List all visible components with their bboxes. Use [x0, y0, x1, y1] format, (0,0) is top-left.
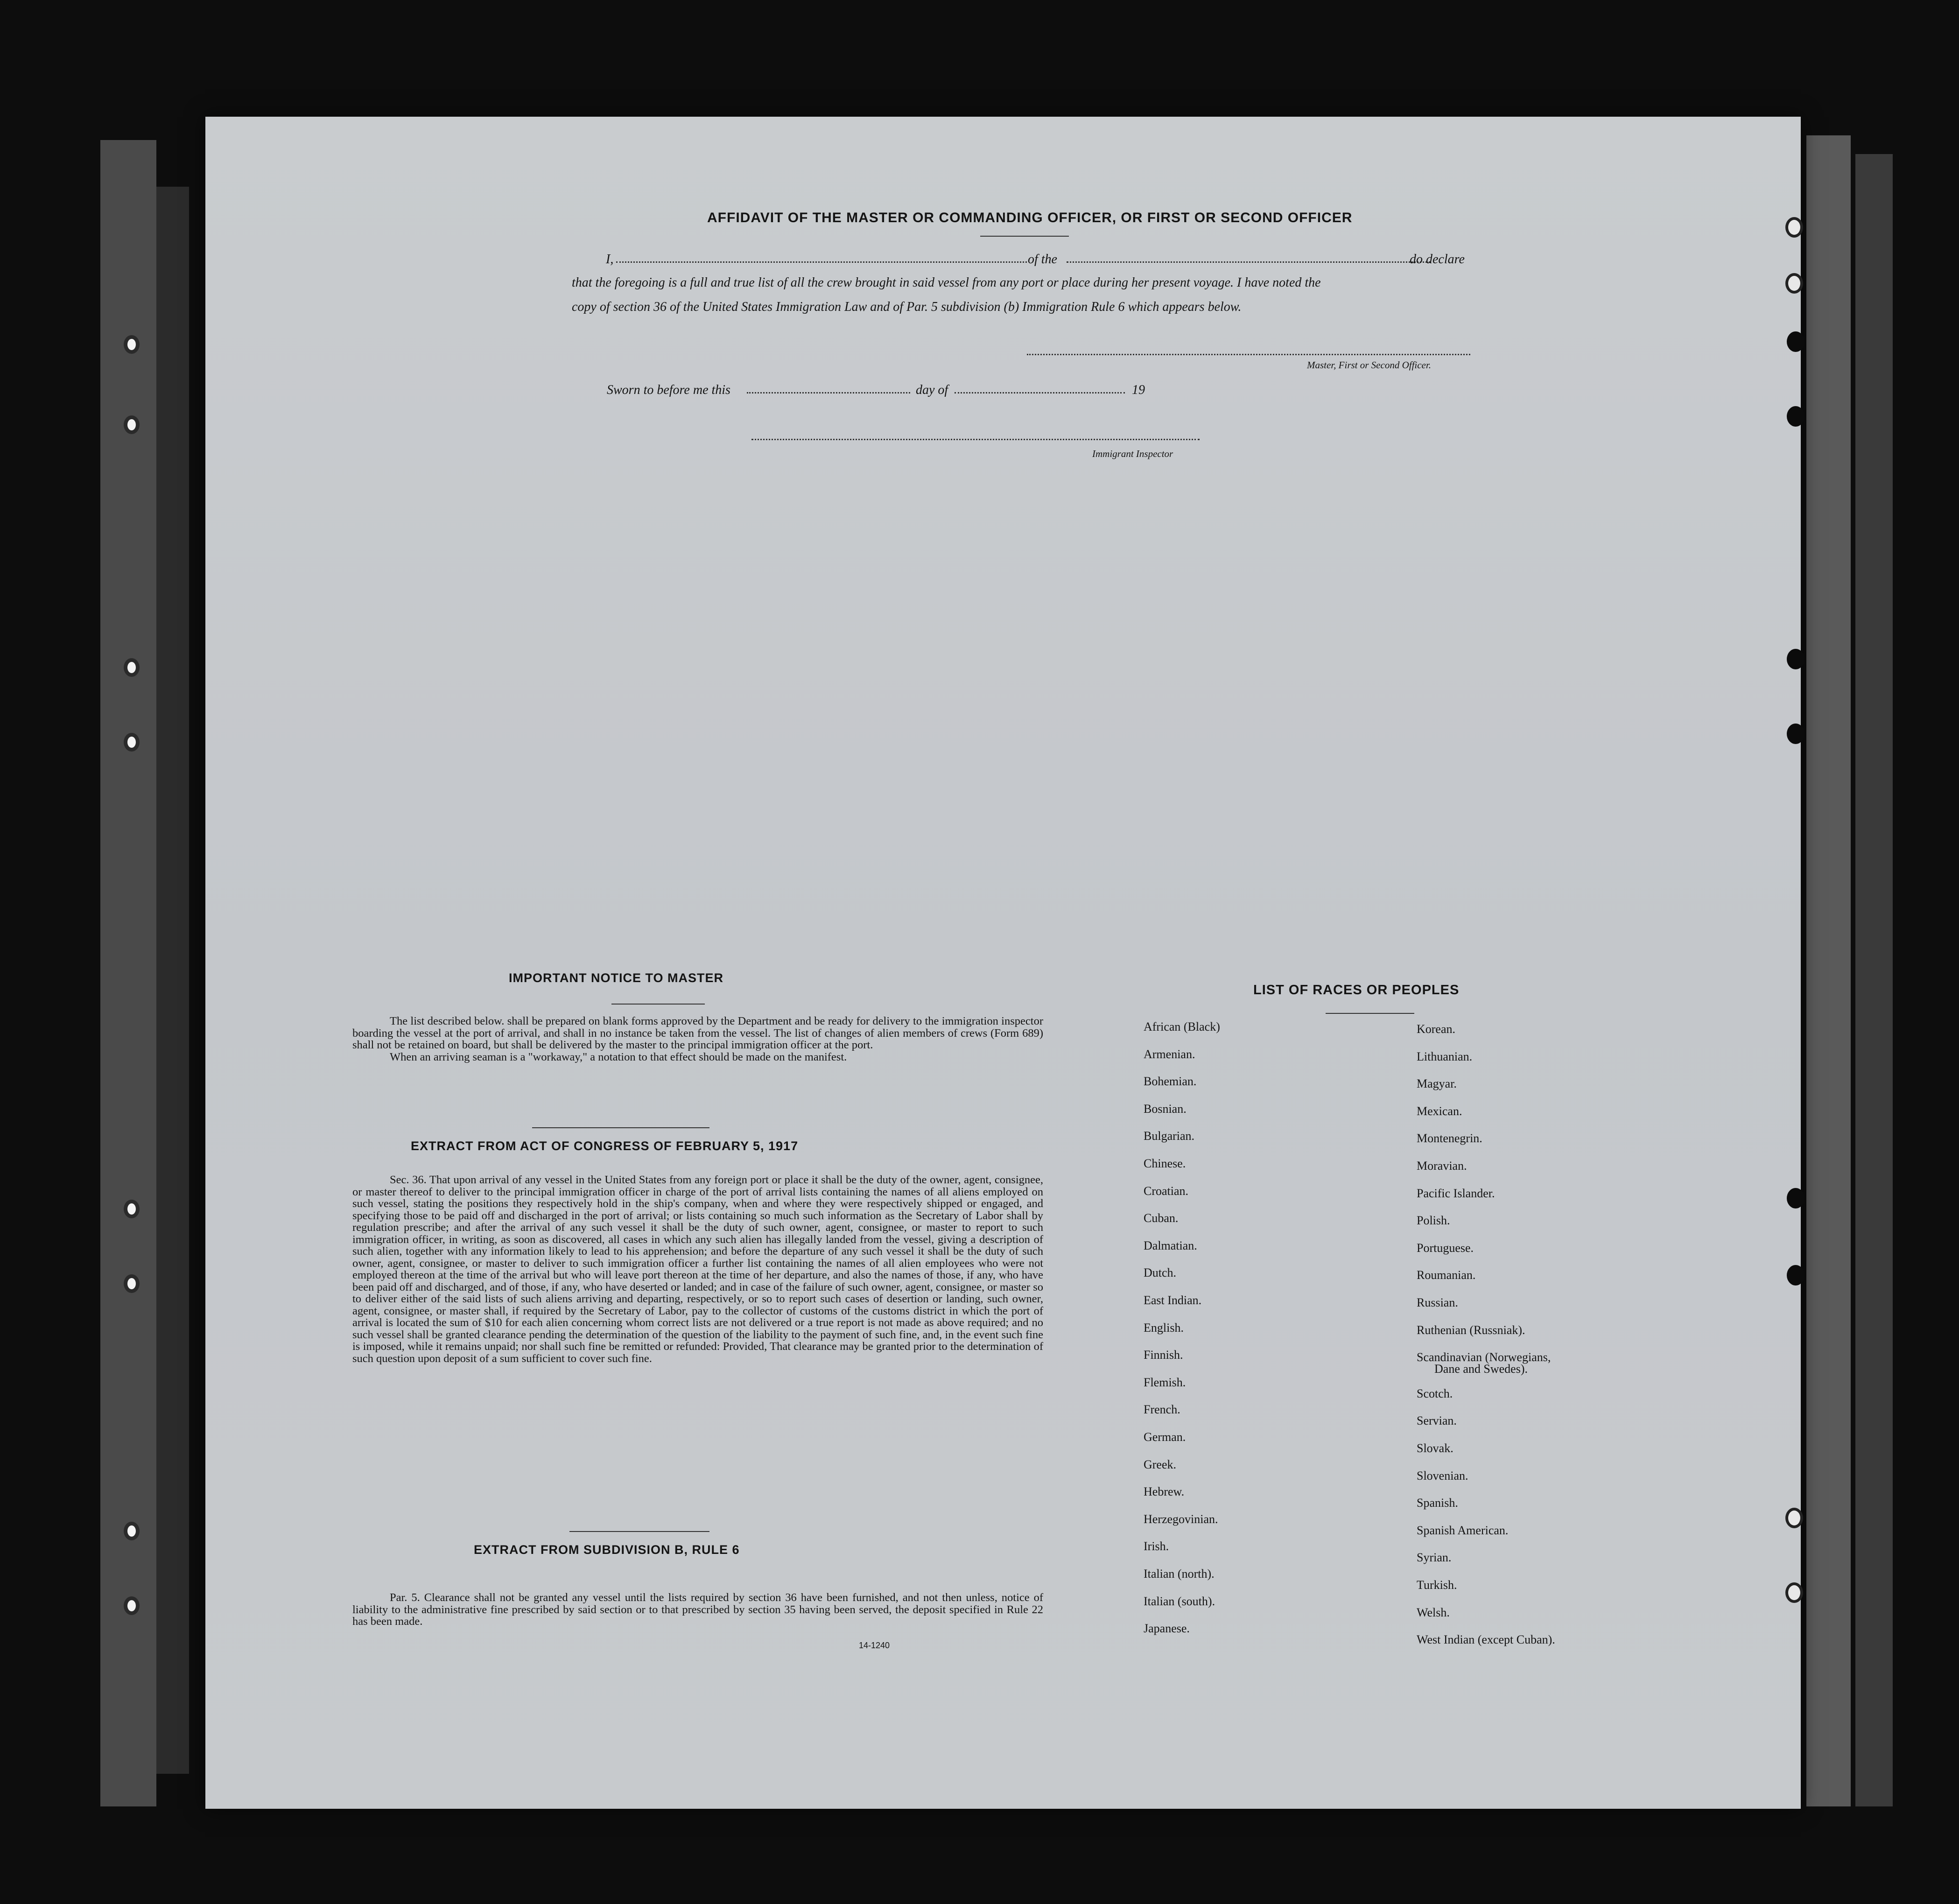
notice-paragraph-2: When an arriving seaman is a "workaway," a notation to that effect should be made on the manifest.	[390, 1050, 847, 1063]
binding-hole	[1785, 273, 1803, 294]
extract-rule-title: EXTRACT FROM SUBDIVISION B, RULE 6	[474, 1543, 740, 1557]
race-item: Flemish.	[1144, 1376, 1186, 1389]
race-item: French.	[1144, 1403, 1180, 1416]
race-item: Dalmatian.	[1144, 1239, 1197, 1252]
affidavit-declare: do declare	[1410, 252, 1465, 267]
notice-title: IMPORTANT NOTICE TO MASTER	[509, 971, 723, 985]
race-item: Servian.	[1417, 1414, 1457, 1427]
binding-hole	[124, 1274, 140, 1293]
race-item: African (Black)	[1144, 1020, 1220, 1033]
name-blank[interactable]	[616, 261, 1027, 263]
affidavit-line3: copy of section 36 of the United States Immigration Law and of Par. 5 subdivision (b) Immigration Rule 6 which appears below.	[572, 300, 1242, 314]
race-item: Croatian.	[1144, 1184, 1189, 1198]
race-item: Herzegovinian.	[1144, 1512, 1218, 1526]
race-item: Roumanian.	[1417, 1268, 1476, 1282]
extract-act-paragraph: Sec. 36. That upon arrival of any vessel in the United States from any foreign port or place it shall be the duty of the owner, agent, consignee, or master thereof to deliver to the principal immigration officer in charge of the port of arrival lists containing the names of all aliens employed on such vessel, stating the positions they respectively hold in the ship's company, when and where they were respectively shipped or engaged, and specifying those to be paid off and discharged in the port of arrival; or lists containing so much such information as the Secretary of Labor shall by regulation prescribe; and after the arrival of any such vessel it shall be the duty of such owner, agent, consignee, or master to report to such immigration officer, in writing, as soon as discovered, all cases in which any such alien has illegally landed from the vessel, giving a description of such alien, together with any information likely to lead to his apprehension; and before the departure of any such vessel it shall be the duty of such owner, agent, consignee, or master to deliver to such immigration officer a further list containing the names of all alien employees who were not employed thereon at the time of the arrival but who will leave port thereon at the time of her departure, and also the names of those, if any, who have been paid off and discharged, and of those, if any, who have deserted or landed; and in case of the failure of such owner, agent, consignee, or master so to deliver either of the said lists of such aliens arriving and departing, respectively, or so to report such cases of desertion or landing, such owner, agent, consignee, or master shall, if required by the Secretary of Labor, pay to the collector of customs of the customs district in which the port of arrival is located the sum of $10 for each alien concerning whom correct lists are not delivered or a true report is not made as above required; and no such vessel shall be granted clearance pending the determination of the question of the liability to the payment of such fine, and, in the event such fine is imposed, while it remains unpaid; nor shall such fine be remitted or refunded: Provided, That clearance may be granted prior to the determination of such question upon deposit of a sum sufficient to cover such fine.	[352, 1173, 1043, 1365]
races-right-column	[1417, 1022, 1697, 1648]
race-item: Spanish.	[1417, 1496, 1458, 1510]
race-item: Welsh.	[1417, 1606, 1450, 1619]
binding-hole	[124, 335, 140, 354]
race-item: Lithuanian.	[1417, 1050, 1473, 1063]
divider	[1326, 1013, 1414, 1014]
race-item: Dane and Swedes).	[1434, 1362, 1528, 1376]
race-item: East Indian.	[1144, 1293, 1202, 1307]
binding-hole	[1787, 724, 1805, 744]
race-item: Dutch.	[1144, 1266, 1177, 1279]
race-item: West Indian (except Cuban).	[1417, 1633, 1555, 1646]
race-item: Korean.	[1417, 1022, 1456, 1036]
binding-hole	[1785, 217, 1803, 238]
form-number: 14-1240	[859, 1641, 890, 1650]
race-item: Magyar.	[1417, 1077, 1457, 1090]
divider	[980, 236, 1069, 237]
race-item: Finnish.	[1144, 1348, 1183, 1362]
races-left-column	[1144, 1020, 1377, 1645]
day-blank[interactable]	[747, 392, 910, 393]
race-item: Pacific Islander.	[1417, 1187, 1495, 1200]
binding-hole	[124, 1522, 140, 1540]
affidavit-line2: that the foregoing is a full and true list of all the crew brought in said vessel from any port or place during her present voyage. I have noted the	[572, 275, 1321, 290]
signature-label: Master, First or Second Officer.	[1307, 359, 1431, 371]
inspector-blank[interactable]	[751, 439, 1200, 440]
binding-hole	[124, 658, 140, 677]
binding-strip-left-inner	[156, 187, 189, 1774]
inspector-label: Immigrant Inspector	[1092, 448, 1173, 459]
day-of-text: day of	[916, 383, 948, 397]
race-item: Polish.	[1417, 1214, 1450, 1227]
race-item: Montenegrin.	[1417, 1131, 1482, 1145]
binding-hole	[1787, 649, 1805, 669]
race-item: Scotch.	[1417, 1387, 1453, 1400]
race-item: German.	[1144, 1430, 1186, 1444]
divider	[532, 1127, 709, 1128]
race-item: Italian (south).	[1144, 1595, 1215, 1608]
extract-rule-text	[352, 1592, 1043, 1628]
race-item: Japanese.	[1144, 1622, 1190, 1635]
race-item: Bosnian.	[1144, 1102, 1187, 1116]
document-page	[205, 117, 1801, 1809]
sworn-text: Sworn to before me this	[607, 383, 730, 397]
binding-hole	[1785, 1508, 1803, 1528]
race-item: Cuban.	[1144, 1211, 1179, 1225]
affidavit-of-the: of the	[1028, 252, 1057, 267]
binding-hole	[124, 733, 140, 752]
vessel-blank[interactable]	[1067, 261, 1431, 263]
affidavit-title: AFFIDAVIT OF THE MASTER OR COMMANDING OFFICER, OR FIRST OR SECOND OFFICER	[707, 210, 1353, 225]
binding-hole	[1785, 1582, 1803, 1603]
race-item: Greek.	[1144, 1458, 1177, 1471]
race-item: Hebrew.	[1144, 1485, 1185, 1498]
race-item: Italian (north).	[1144, 1567, 1215, 1581]
binding-strip-right	[1855, 154, 1893, 1806]
race-item: Chinese.	[1144, 1157, 1186, 1170]
month-blank[interactable]	[955, 392, 1125, 393]
race-item: Ruthenian (Russniak).	[1417, 1323, 1525, 1337]
signature-blank[interactable]	[1027, 354, 1470, 355]
binding-hole	[124, 415, 140, 434]
race-item: Slovak.	[1417, 1441, 1453, 1455]
race-item: Russian.	[1417, 1296, 1458, 1309]
race-item: Bohemian.	[1144, 1075, 1197, 1088]
binding-hole	[124, 1596, 140, 1615]
races-title: LIST OF RACES OR PEOPLES	[1253, 983, 1460, 998]
binding-hole	[1787, 1265, 1805, 1286]
binding-hole	[124, 1200, 140, 1218]
race-item: Spanish American.	[1417, 1524, 1509, 1537]
race-item: Irish.	[1144, 1539, 1169, 1553]
binding-strip-left	[100, 140, 156, 1806]
divider	[569, 1531, 709, 1532]
race-item: Turkish.	[1417, 1578, 1457, 1592]
race-item: Slovenian.	[1417, 1469, 1468, 1482]
race-item: Armenian.	[1144, 1047, 1195, 1061]
race-item: Scandinavian (Norwegians,	[1417, 1350, 1551, 1364]
race-item: Moravian.	[1417, 1159, 1467, 1173]
binding-hole	[1787, 406, 1805, 427]
binding-strip-right-inner	[1806, 135, 1851, 1806]
race-item: English.	[1144, 1321, 1184, 1335]
notice-paragraph-1: The list described below. shall be prepared on blank forms approved by the Department and be ready for delivery to the immigration inspector boarding the vessel at the port of arrival, and shall in no instance be taken from the vessel. The list of changes of alien members of crews (Form 689) shall not be retained on board, but shall be delivered by the master to the principal immigration officer at the port.	[352, 1015, 1043, 1051]
binding-hole	[1787, 331, 1805, 352]
race-item: Bulgarian.	[1144, 1129, 1195, 1143]
extract-rule-paragraph: Par. 5. Clearance shall not be granted any vessel until the lists required by section 36 have been furnished, and not then unless, notice of liability to the administrative fine prescribed by said section or to that prescribed by section 35 having been served, the deposit specified in Rule 22 has been made.	[352, 1591, 1043, 1628]
year-text: 19	[1132, 383, 1145, 397]
race-item: Syrian.	[1417, 1551, 1452, 1564]
notice-text	[352, 1015, 1043, 1063]
extract-act-text	[352, 1174, 1043, 1364]
binding-hole	[1787, 1188, 1805, 1208]
affidavit-i: I,	[606, 252, 614, 267]
divider	[611, 1004, 705, 1005]
race-item: Portuguese.	[1417, 1241, 1474, 1255]
race-item: Mexican.	[1417, 1104, 1462, 1118]
extract-act-title: EXTRACT FROM ACT OF CONGRESS OF FEBRUARY 5, 1917	[411, 1139, 799, 1153]
